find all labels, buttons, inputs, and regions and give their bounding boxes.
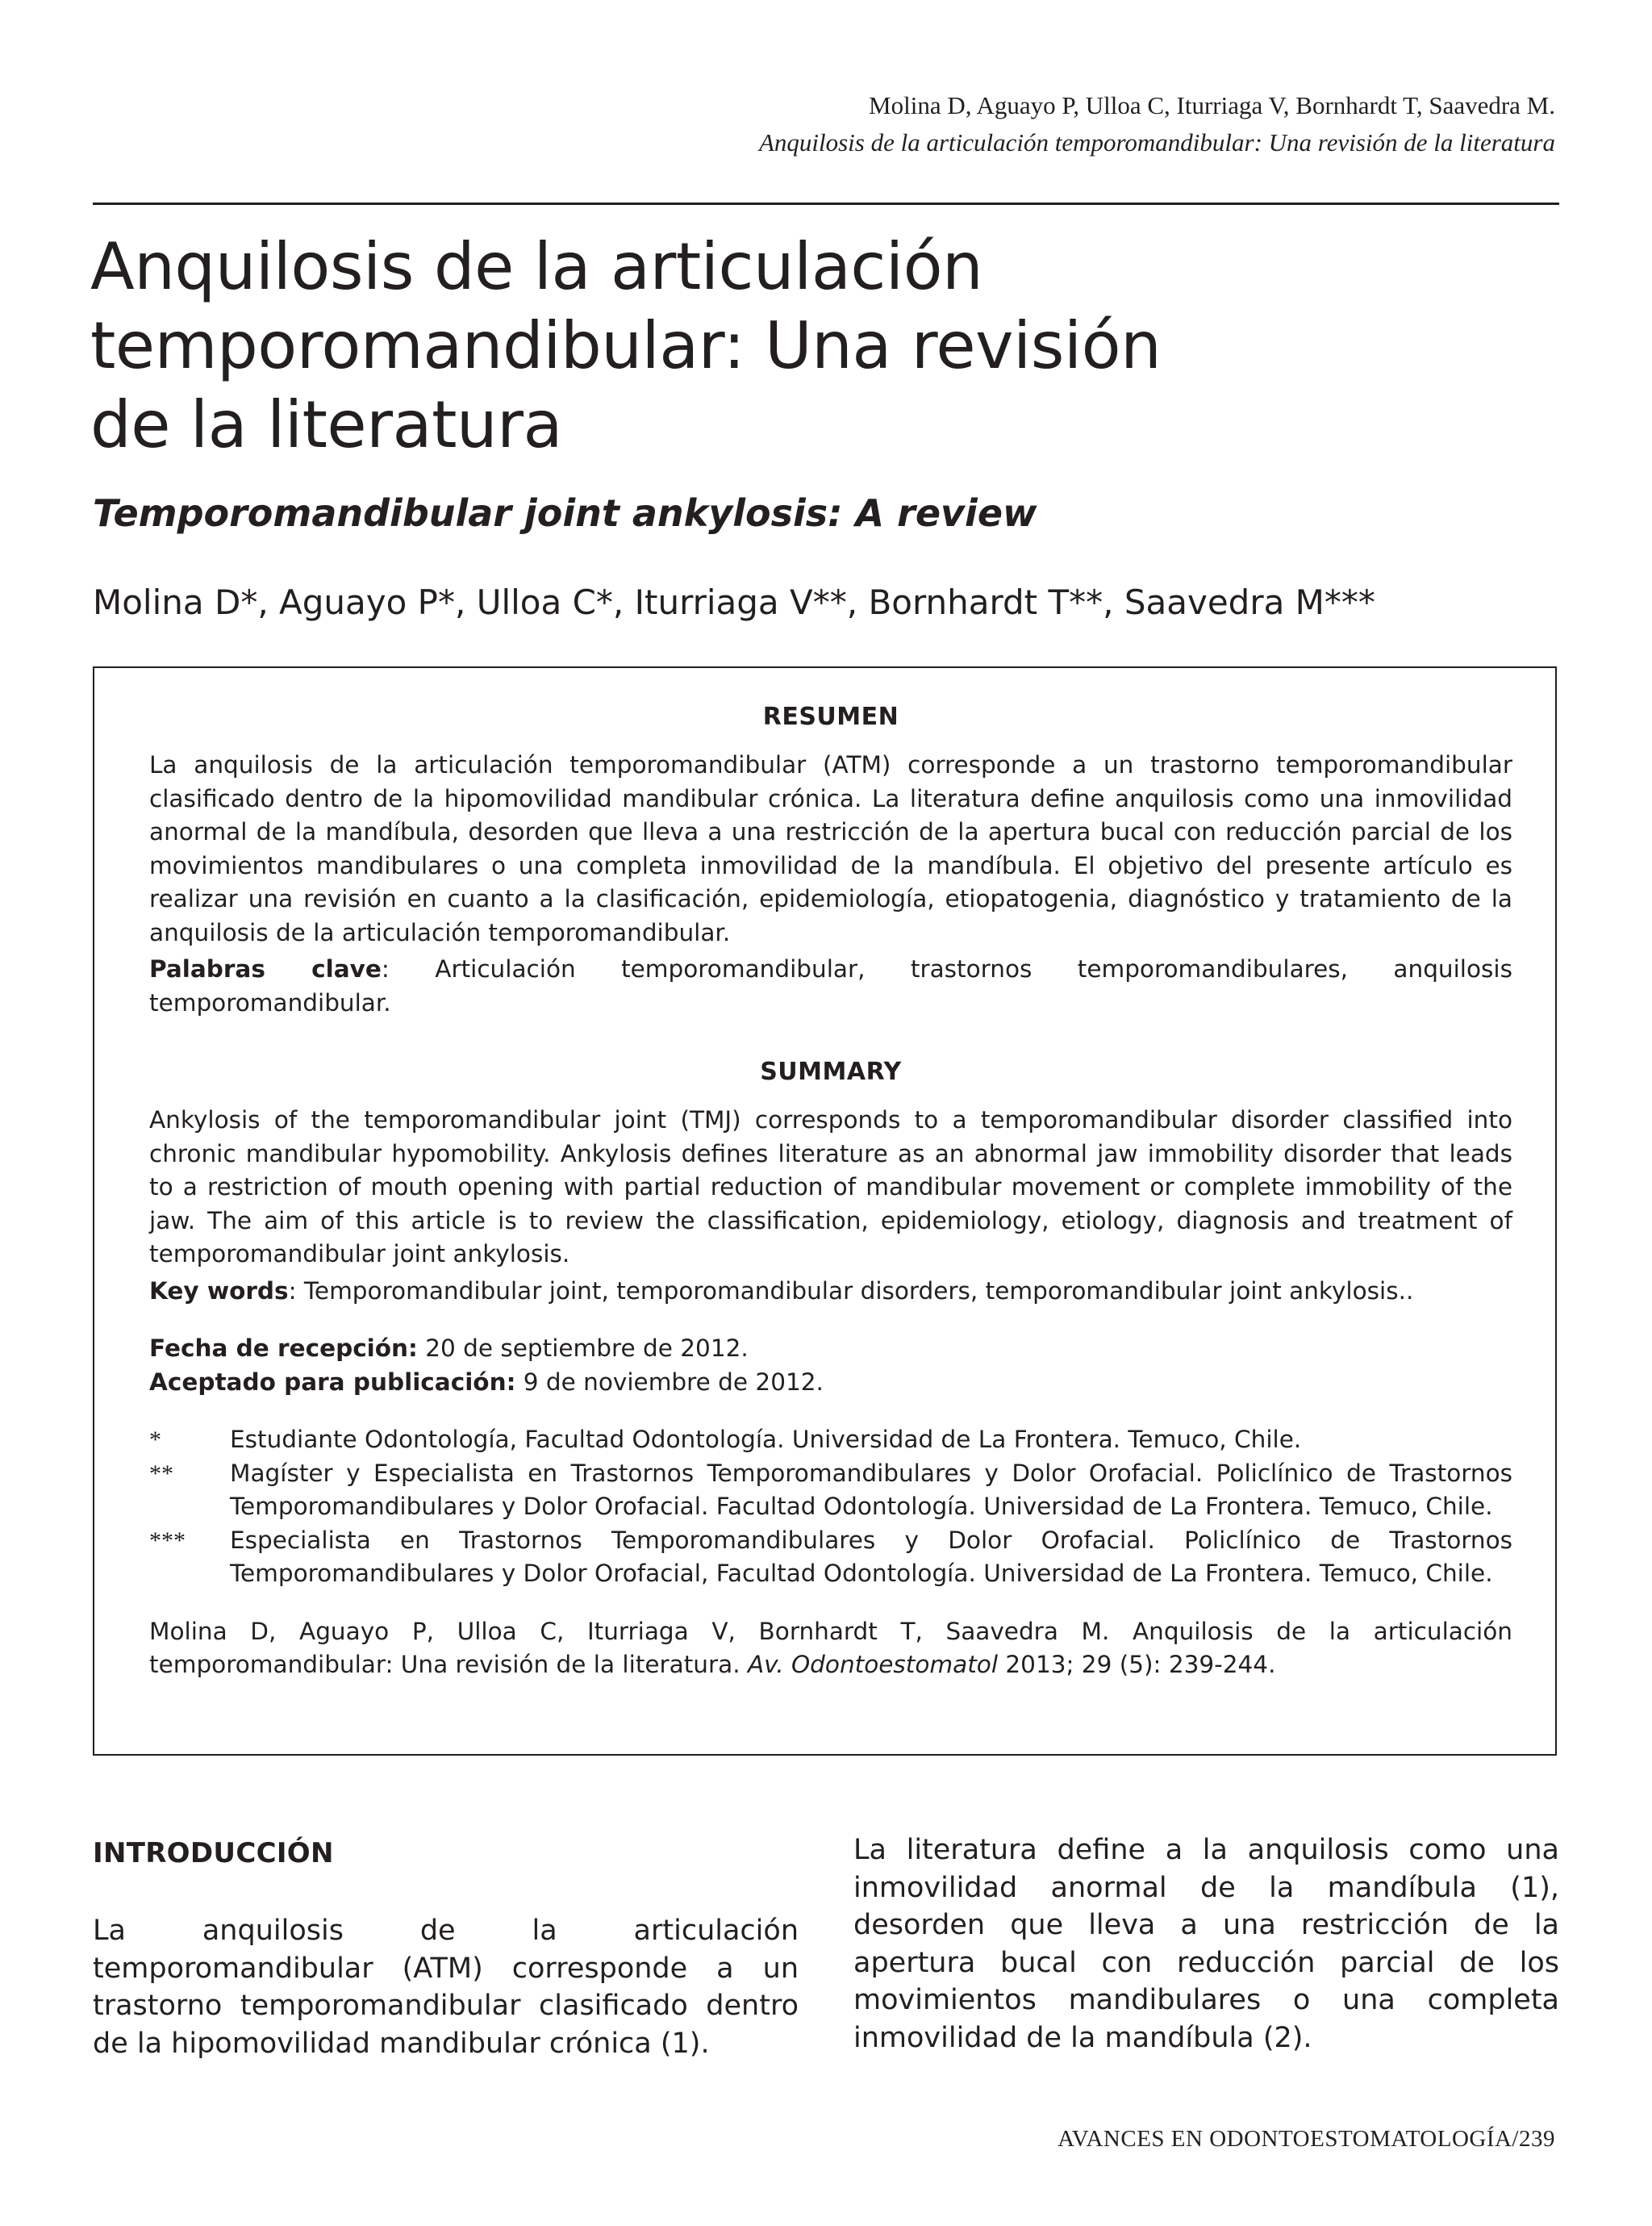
fecha-recepcion-value: 20 de septiembre de 2012. [417, 1334, 749, 1362]
palabras-clave-text: : Articulación temporomandibular, trastornos temporomandibulares, anquilosis temporomandibular. [149, 955, 1512, 1017]
resumen-text: La anquilosis de la articulación temporomandibular (ATM) corresponde a un trastorno temporomandibular clasificado dentro de la hipomovilidad mandibular crónica. La literatura define anquilosis como una inmovilidad anormal de la mandíbula, desorden que lleva a una restricción de la apertura bucal con reducción parcial de los movimientos mandibulares o una completa inmovilidad de la mandíbula. El objetivo del presente artículo es realizar una revisión en cuanto a la clasificación, epidemiología, etiopatogenia, diagnóstico y tratamiento de la anquilosis de la articulación temporomandibular. [149, 751, 1512, 946]
introduccion-heading: INTRODUCCIÓN [93, 1837, 334, 1869]
citation-journal: Av. Odontoestomatol [747, 1651, 999, 1678]
affiliation-text: Estudiante Odontología, Facultad Odontología. Universidad de La Frontera. Temuco, Chile. [230, 1426, 1302, 1453]
citation-text: Molina D, Aguayo P, Ulloa C, Iturriaga V, Bornhardt T, Saavedra M. Anquilosis de la articulación temporomandibular: Una revisión de la literatura. [149, 1617, 1512, 1678]
header-rule [93, 203, 1559, 205]
affiliation-item [149, 1524, 1512, 1591]
article-title [90, 228, 1381, 465]
page-footer: AVANCES EN ODONTOESTOMATOLOGÍA/239 [1058, 2126, 1555, 2152]
affiliation-mark: * [149, 1426, 161, 1453]
body-column-left [93, 1831, 799, 2062]
running-head-title: Anquilosis de la articulación temporomandibular: Una revisión de la literatura [758, 128, 1555, 157]
citation-ref: 2013; 29 (5): 239-244. [998, 1651, 1276, 1678]
resumen-heading: RESUMEN [762, 703, 899, 731]
intro-paragraph-left: La anquilosis de la articulación temporomandibular (ATM) corresponde a un trastorno temporomandibular clasificado dentro de la hipomovilidad mandibular crónica (1). [93, 1915, 799, 2060]
affiliation-mark: ** [149, 1460, 173, 1487]
fecha-aceptado [149, 1366, 1512, 1400]
fecha-recepcion [149, 1332, 1512, 1366]
body-column-right [853, 1831, 1559, 2057]
abstract-content [149, 700, 1512, 1682]
fecha-aceptado-label: Aceptado para publicación: [149, 1368, 516, 1396]
affiliation-text: Especialista en Trastornos Temporomandibulares y Dolor Orofacial. Policlínico de Trastornos Temporomandibulares y Dolor Orofacial, Facultad Odontología. Universidad de La Frontera. Temuco, Chile. [230, 1526, 1512, 1587]
fecha-aceptado-value: 9 de noviembre de 2012. [515, 1368, 824, 1396]
title-line-1: Anquilosis de la articulación [90, 229, 983, 304]
dates-block [149, 1332, 1512, 1399]
running-head-authors: Molina D, Aguayo P, Ulloa C, Iturriaga V, Bornhardt T, Saavedra M. [869, 91, 1555, 119]
key-words [149, 1275, 1512, 1309]
palabras-clave-label: Palabras clave [149, 955, 382, 983]
intro-paragraph-right: La literatura define a la anquilosis como una inmovilidad anormal de la mandíbula (1), desorden que lleva a una restricción de la apertura bucal con reducción parcial de los movimientos mandibulares o una completa inmovilidad de la mandíbula (2). [853, 1834, 1559, 2054]
key-words-label: Key words [149, 1276, 289, 1305]
key-words-text: : Temporomandibular joint, temporomandibular disorders, temporomandibular joint ankylosis.. [288, 1276, 1414, 1305]
citation [149, 1615, 1512, 1682]
title-line-3: de la literatura [90, 387, 563, 462]
affiliations [149, 1423, 1512, 1591]
summary-text: Ankylosis of the temporomandibular joint (TMJ) corresponds to a temporomandibular disorder classified into chronic mandibular hypomobility. Ankylosis defines literature as an abnormal jaw immobility disorder that leads to a restriction of mouth opening with partial reduction of mandibular movement or complete immobility of the jaw. The aim of this article is to review the classification, epidemiology, etiology, diagnosis and treatment of temporomandibular joint ankylosis. [149, 1106, 1512, 1268]
affiliation-item [149, 1457, 1512, 1524]
article-subtitle: Temporomandibular joint ankylosis: A review [93, 491, 1037, 535]
title-line-2: temporomandibular: Una revisión [90, 308, 1162, 383]
summary-heading: SUMMARY [760, 1058, 902, 1086]
running-head [759, 87, 1555, 161]
affiliation-mark: *** [149, 1526, 186, 1554]
affiliation-text: Magíster y Especialista en Trastornos Temporomandibulares y Dolor Orofacial. Policlínico de Trastornos Temporomandibulares y Dolor Orofacial. Facultad Odontología. Universidad de La Frontera. Temuco, Chile. [230, 1459, 1512, 1520]
abstract-box [93, 666, 1557, 1756]
author-list: Molina D*, Aguayo P*, Ulloa C*, Iturriaga V**, Bornhardt T**, Saavedra M*** [93, 583, 1375, 622]
palabras-clave [149, 953, 1512, 1020]
fecha-recepcion-label: Fecha de recepción: [149, 1334, 418, 1362]
affiliation-item [149, 1423, 1512, 1457]
